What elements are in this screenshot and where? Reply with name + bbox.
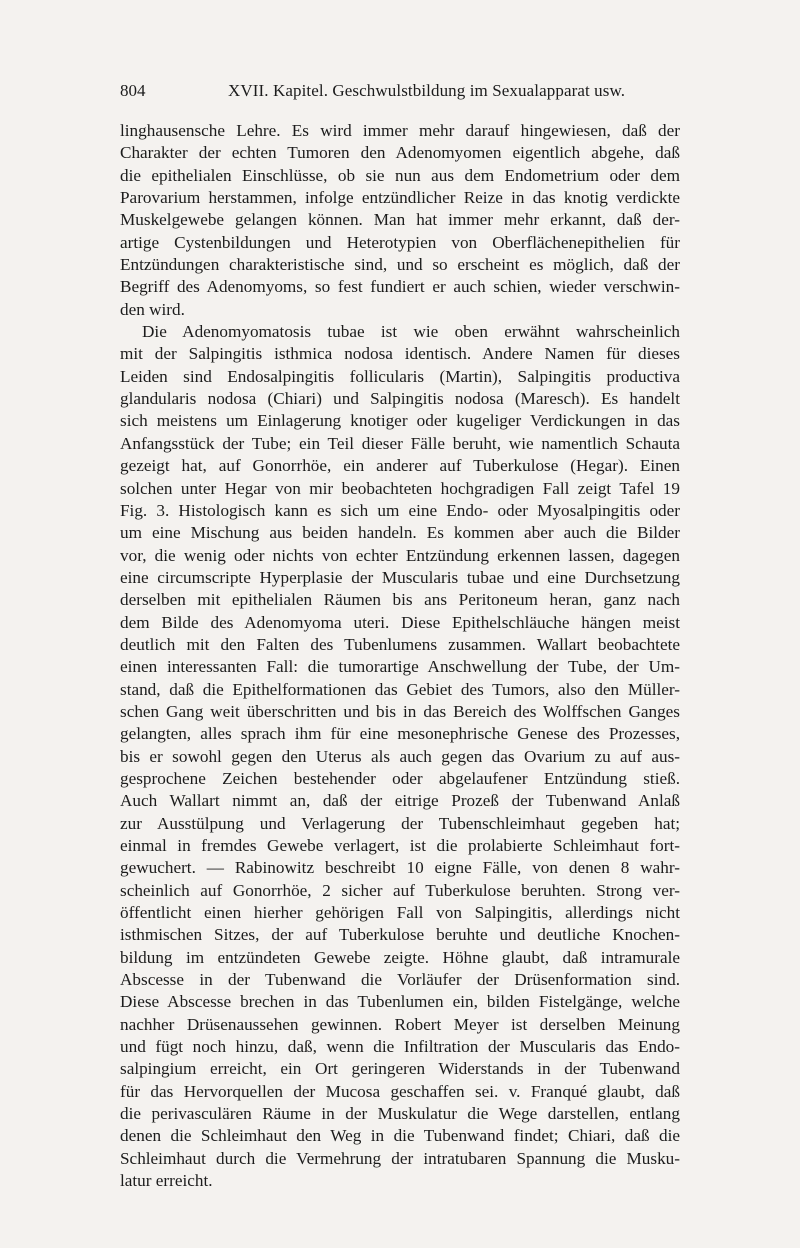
text-line: deutlich mit den Falten des Tubenlumens zusammen. Wallart beobachtete xyxy=(120,634,680,654)
text-line: gewuchert. — Rabinowitz beschreibt 10 eigne Fälle, von denen 8 wahr- xyxy=(120,858,680,878)
text-line: für das Hervorquellen der Mucosa geschaffen sei. v. Franqué glaubt, daß xyxy=(120,1081,680,1101)
text-line: Abscesse in der Tubenwand die Vorläufer der Drüsenformation sind. xyxy=(120,970,680,990)
chapter-title: XVII. Kapitel. Geschwulstbildung im Sexualapparat usw. xyxy=(228,81,626,100)
text-line: um eine Mischung aus beiden handeln. Es kommen aber auch die Bilder xyxy=(120,523,680,543)
text-line: derselben mit epithelialen Räumen bis ans Peritoneum heran, ganz nach xyxy=(120,590,680,610)
body-text xyxy=(120,120,680,1193)
text-line: bildung im entzündeten Gewebe zeigte. Höhne glaubt, daß intramurale xyxy=(120,947,680,967)
text-line: vor, die wenig oder nichts von echter Entzündung erkennen lassen, dagegen xyxy=(120,545,680,565)
text-line: Leiden sind Endosalpingitis follicularis (Martin), Salpingitis productiva xyxy=(120,366,680,386)
text-line: Diese Abscesse brechen in das Tubenlumen ein, bilden Fistelgänge, welche xyxy=(120,992,680,1012)
text-line: schen Gang weit überschritten und bis in das Bereich des Wolffschen Ganges xyxy=(120,701,680,721)
text-line: artige Cystenbildungen und Heterotypien von Oberflächenepithelien für xyxy=(120,232,680,252)
text-line: latur erreicht. xyxy=(120,1171,213,1191)
text-line: Muskelgewebe gelangen können. Man hat immer mehr erkannt, daß der- xyxy=(120,210,680,230)
text-line: den wird. xyxy=(120,299,185,319)
text-line: Begriff des Adenomyoms, so fest fundiert er auch schien, wieder verschwin- xyxy=(120,277,680,297)
text-line: Die Adenomyomatosis tubae ist wie oben erwähnt wahrscheinlich xyxy=(142,322,680,342)
text-line: die epithelialen Einschlüsse, ob sie nun aus dem Endometrium oder dem xyxy=(120,165,680,185)
text-line: die perivasculären Räume in der Muskulatur die Wege darstellen, entlang xyxy=(120,1104,680,1124)
text-line: Schleimhaut durch die Vermehrung der intratubaren Spannung die Musku- xyxy=(120,1148,680,1168)
text-line: gezeigt hat, auf Gonorrhöe, ein anderer auf Tuberkulose (Hegar). Einen xyxy=(120,456,680,476)
text-line: solchen unter Hegar von mir beobachteten hochgradigen Fall zeigt Tafel 19 xyxy=(120,478,680,498)
text-line: glandularis nodosa (Chiari) und Salpingitis nodosa (Maresch). Es handelt xyxy=(120,389,680,409)
text-line: Fig. 3. Histologisch kann es sich um eine Endo- oder Myosalpingitis oder xyxy=(120,500,680,520)
text-line: denen die Schleimhaut den Weg in die Tubenwand findet; Chiari, daß die xyxy=(120,1126,680,1146)
text-line: Parovarium herstammen, infolge entzündlicher Reize in das knotig verdickte xyxy=(120,188,680,208)
text-line: Anfangsstück der Tube; ein Teil dieser Fälle beruht, wie namentlich Schauta xyxy=(120,433,680,453)
text-line: scheinlich auf Gonorrhöe, 2 sicher auf Tuberkulose beruhten. Strong ver- xyxy=(120,880,680,900)
text-line: zur Ausstülpung und Verlagerung der Tubenschleimhaut gegeben hat; xyxy=(120,813,680,833)
text-line: öffentlicht einen hierher gehörigen Fall von Salpingitis, allerdings nicht xyxy=(120,903,680,923)
page-number: 804 xyxy=(120,81,146,100)
text-line: gesprochene Zeichen bestehender oder abgelaufener Entzündung stieß. xyxy=(120,768,680,788)
running-head xyxy=(120,80,680,102)
text-line: dem Bilde des Adenomyoma uteri. Diese Epithelschläuche hängen meist xyxy=(120,612,680,632)
text-line: nachher Drüsenaussehen gewinnen. Robert Meyer ist derselben Meinung xyxy=(120,1014,680,1034)
text-line: stand, daß die Epithelformationen das Gebiet des Tumors, also den Müller- xyxy=(120,679,680,699)
text-line: Entzündungen charakteristische sind, und so erscheint es möglich, daß der xyxy=(120,255,680,275)
text-line: einen interessanten Fall: die tumorartige Anschwellung der Tube, der Um- xyxy=(120,657,680,677)
text-line: Charakter der echten Tumoren den Adenomyomen eigentlich abgehe, daß xyxy=(120,143,680,163)
text-line: und fügt noch hinzu, daß, wenn die Infiltration der Muscularis das Endo- xyxy=(120,1037,680,1057)
text-line: Auch Wallart nimmt an, daß der eitrige Prozeß der Tubenwand Anlaß xyxy=(120,791,680,811)
text-line: mit der Salpingitis isthmica nodosa identisch. Andere Namen für dieses xyxy=(120,344,680,364)
text-line: salpingium erreicht, ein Ort geringeren Widerstands in der Tubenwand xyxy=(120,1059,680,1079)
text-line: bis er sowohl gegen den Uterus als auch gegen das Ovarium zu auf aus- xyxy=(120,746,680,766)
text-line: isthmischen Sitzes, der auf Tuberkulose beruhte und deutliche Knochen- xyxy=(120,925,680,945)
text-line: sich meistens um Einlagerung knotiger oder kugeliger Verdickungen in das xyxy=(120,411,680,431)
text-line: eine circumscripte Hyperplasie der Muscularis tubae und eine Durchsetzung xyxy=(120,567,680,587)
text-line: gelangten, alles sprach ihm für eine mesonephrische Genese des Prozesses, xyxy=(120,724,680,744)
text-line: einmal in fremdes Gewebe verlagert, ist die prolabierte Schleimhaut fort- xyxy=(120,836,680,855)
text-line: linghausensche Lehre. Es wird immer mehr darauf hingewiesen, daß der xyxy=(120,121,680,140)
